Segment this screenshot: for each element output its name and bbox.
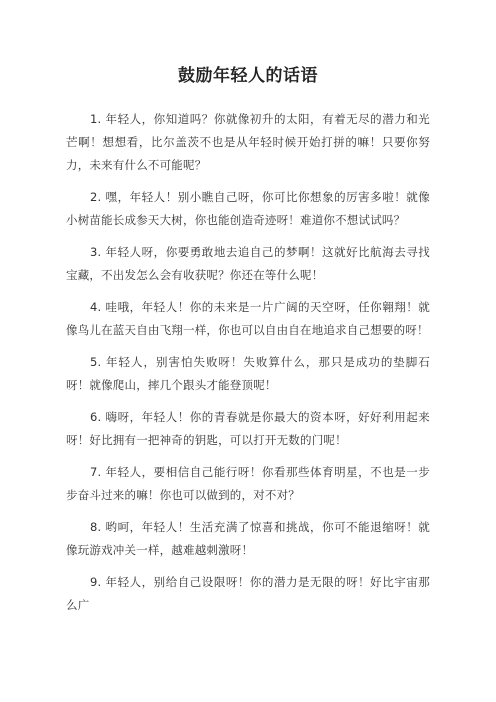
paragraph-9: 9. 年轻人，别给自己设限呀！你的潜力是无限的呀！好比宇宙那么广 [66, 575, 430, 612]
document-title: 鼓励年轻人的话语 [178, 66, 318, 86]
paragraph-8: 8. 哟呵，年轻人！生活充满了惊喜和挑战，你可不能退缩呀！就像玩游戏冲关一样，越难越刺激呀！ [66, 520, 430, 557]
paragraph-1: 1. 年轻人，你知道吗？你就像初升的太阳，有着无尽的潜力和光芒啊！想想看，比尔盖茨不也是从年轻时候开始打拼的嘛！只要你努力，未来有什么不可能呢？ [66, 112, 430, 172]
paragraph-3: 3. 年轻人呀，你要勇敢地去追自己的梦啊！这就好比航海去寻找宝藏，不出发怎么会有收获呢？你还在等什么呢！ [66, 245, 430, 282]
paragraph-4: 4. 哇哦，年轻人！你的未来是一片广阔的天空呀，任你翱翔！就像鸟儿在蓝天自由飞翔一样，你也可以自由自在地追求自己想要的呀！ [66, 300, 430, 337]
paragraph-7: 7. 年轻人，要相信自己能行呀！你看那些体育明星，不也是一步步奋斗过来的嘛！你也可以做到的，对不对？ [66, 465, 430, 502]
paragraph-5: 5. 年轻人，别害怕失败呀！失败算什么，那只是成功的垫脚石呀！就像爬山，摔几个跟头才能登顶呢！ [66, 355, 430, 392]
paragraph-2: 2. 嘿，年轻人！别小瞧自己呀，你可比你想象的厉害多啦！就像小树苗能长成参天大树，你也能创造奇迹呀！难道你不想试试吗？ [66, 190, 430, 227]
paragraph-6: 6. 嗨呀，年轻人！你的青春就是你最大的资本呀，好好利用起来呀！好比拥有一把神奇的钥匙，可以打开无数的门呢！ [66, 410, 430, 447]
